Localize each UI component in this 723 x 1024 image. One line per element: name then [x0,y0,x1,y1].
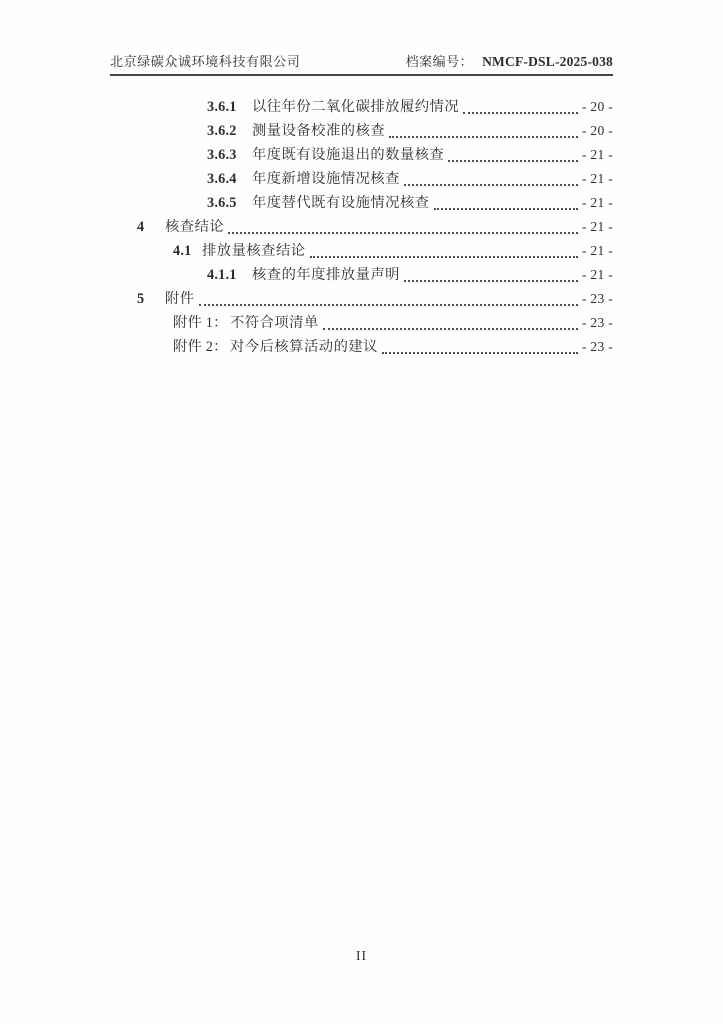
toc-entry-number: 3.6.4 [207,171,237,187]
toc-entry [110,239,613,263]
toc-dot-leader [446,143,580,167]
toc-entry-page: - 21 - [581,243,613,258]
toc-entry-title: 排放量核查结论 [202,243,306,259]
toc-entry [110,191,613,215]
toc-entry-number: 附件 1： [173,315,228,331]
header-company-name: 北京绿碳众诚环境科技有限公司 [110,54,301,69]
toc-entry [110,335,613,359]
toc-dot-leader [380,335,580,359]
toc-entry [110,95,613,119]
toc-entry-page: - 21 - [581,147,613,162]
toc-entry-page: - 23 - [581,291,613,306]
toc-entry [110,263,613,287]
toc-dot-leader [197,287,580,311]
toc-entry-title: 年度替代既有设施情况核查 [252,195,430,211]
page-number: II [356,948,367,963]
toc-entry [110,143,613,167]
toc-entry-number: 附件 2： [173,339,228,355]
toc-entry-number: 4.1 [173,243,192,259]
toc-entry-number: 3.6.3 [207,147,237,163]
toc-entry-number: 3.6.2 [207,123,237,139]
toc-entry [110,311,613,335]
toc-entry-title: 核查的年度排放量声明 [252,267,400,283]
toc-entry-title: 对今后核算活动的建议 [230,339,378,355]
toc-entry-number: 3.6.1 [207,99,237,115]
toc-entry-title: 不符合项清单 [230,315,319,331]
toc-entry-number: 5 [137,291,145,307]
file-number-value: NMCF-DSL-2025-038 [482,54,613,69]
toc-entry-page: - 23 - [581,315,613,330]
toc-entry [110,287,613,311]
toc-entry-title: 年度既有设施退出的数量核查 [252,147,445,163]
file-number-label: 档案编号： [405,54,474,69]
page-header [110,51,613,76]
toc-dot-leader [432,191,580,215]
toc-entry-title: 以往年份二氧化碳排放履约情况 [252,99,460,115]
toc-entry-page: - 20 - [581,99,613,114]
toc-dot-leader [321,311,580,335]
toc-entry [110,119,613,143]
toc-entry-title: 附件 [165,291,195,307]
toc-entry-number: 3.6.5 [207,195,237,211]
page-footer [0,948,723,964]
toc-entry-page: - 21 - [581,195,613,210]
toc-dot-leader [461,95,580,119]
toc-dot-leader [402,263,580,287]
toc-entry [110,215,613,239]
toc-entry-number: 4.1.1 [207,267,237,283]
toc-entry-page: - 21 - [581,219,613,234]
toc-entry-number: 4 [137,219,145,235]
header-file-number [406,51,613,70]
toc-entry-title: 核查结论 [165,219,225,235]
toc-entry-title: 测量设备校准的核查 [252,123,386,139]
toc-entry-page: - 20 - [581,123,613,138]
toc-entry [110,167,613,191]
toc-entry-page: - 23 - [581,339,613,354]
toc-entry-title: 年度新增设施情况核查 [252,171,400,187]
table-of-contents [110,95,613,359]
toc-dot-leader [226,215,580,239]
toc-entry-page: - 21 - [581,267,613,282]
toc-entry-page: - 21 - [581,171,613,186]
toc-dot-leader [402,167,580,191]
toc-dot-leader [387,119,580,143]
toc-dot-leader [308,239,580,263]
